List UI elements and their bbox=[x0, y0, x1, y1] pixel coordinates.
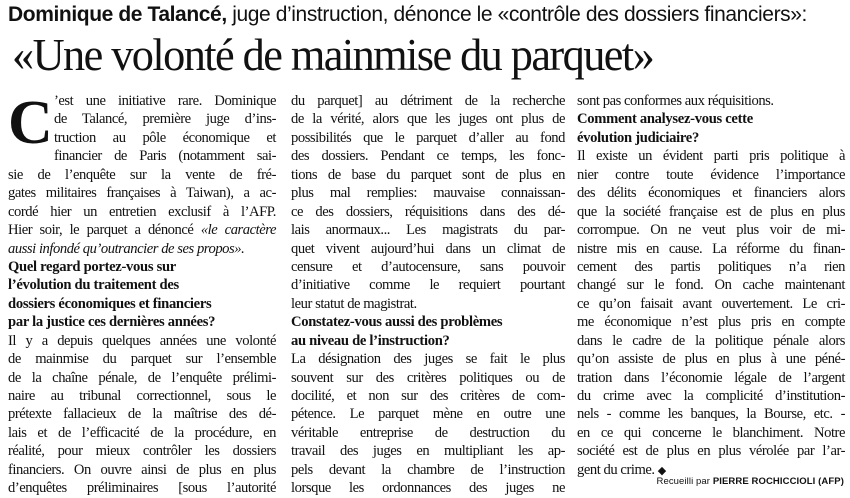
text-line bbox=[291, 203, 565, 221]
text-line bbox=[291, 166, 565, 184]
line-text: évolution judiciaire? bbox=[577, 129, 699, 146]
line-text: par la justice ces dernières années? bbox=[8, 314, 216, 331]
text-line bbox=[8, 387, 276, 405]
text-line bbox=[577, 258, 845, 276]
text-line bbox=[577, 184, 845, 202]
line-text: gates militaires françaises à Taiwan), a ac- bbox=[8, 185, 276, 202]
text-line bbox=[8, 405, 276, 423]
text-line bbox=[291, 387, 565, 405]
text-line bbox=[577, 405, 845, 423]
line-text: Quel regard portez-vous sur bbox=[8, 258, 176, 275]
line-text: leur statut de magistrat. bbox=[291, 295, 417, 312]
text-line bbox=[8, 184, 276, 202]
interview-question-line bbox=[577, 110, 845, 128]
line-text: du crime avec la complicité d’institution- bbox=[577, 388, 845, 404]
line-text: corrompue. On ne veut plus voir de mi- bbox=[577, 222, 845, 239]
interview-question-line bbox=[577, 129, 845, 147]
line-text: dossiers économiques et financiers bbox=[8, 295, 212, 312]
line-text: cement des partis politiques n’a rien bbox=[577, 258, 845, 275]
text-line bbox=[577, 276, 845, 294]
text-line bbox=[291, 92, 565, 110]
text-line bbox=[291, 424, 565, 442]
text-line bbox=[8, 479, 276, 497]
text-line bbox=[291, 442, 565, 460]
text-line bbox=[291, 221, 565, 239]
text-line bbox=[577, 147, 845, 165]
line-text: La désignation des juges se fait le plus bbox=[291, 351, 565, 368]
text-line bbox=[291, 258, 565, 276]
kicker-text: juge d’instruction, dénonce le «contrôle des dossiers financiers»: bbox=[226, 3, 807, 26]
line-text: sie de l’enquête sur la vente de fré- bbox=[8, 166, 276, 183]
line-text: l’évolution du traitement des bbox=[8, 277, 179, 294]
line-text: pétence. Le parquet mène en outre une bbox=[291, 406, 565, 423]
text-line bbox=[577, 92, 845, 110]
line-text: financier de Paris (notamment sai- bbox=[54, 148, 276, 165]
line-text: de la chaîne pénale, de l’enquête prélimi- bbox=[8, 369, 276, 386]
line-text: lorsque les ordonnances des juges ne bbox=[291, 480, 565, 497]
line-text: que la société française est de plus en plus bbox=[577, 203, 845, 220]
line-text: société est de plus en plus vérolée par l’ar- bbox=[577, 443, 845, 460]
line-text: lais et de l’efficacité de la procédure, en bbox=[8, 424, 276, 441]
text-line bbox=[577, 387, 845, 405]
line-text: changé sur le fond. On cache maintenant bbox=[577, 277, 845, 294]
line-text: gent du crime. bbox=[577, 461, 655, 478]
text-line bbox=[8, 461, 276, 479]
interview-question-line bbox=[291, 332, 565, 350]
text-line bbox=[577, 240, 845, 258]
line-text: cordé hier un entretien exclusif à l’AFP. bbox=[8, 203, 276, 220]
line-text: financiers. On ouvre ainsi de plus en plus bbox=[8, 461, 276, 478]
drop-cap: C bbox=[8, 89, 53, 157]
line-text: Il y a depuis quelques années une volonté bbox=[8, 332, 276, 349]
line-text: qu’on assiste de plus en plus à une péné- bbox=[577, 351, 845, 368]
line-italic-text: «le caractère bbox=[200, 222, 276, 239]
line-text: dans le cadre de la politique pénale alors bbox=[577, 332, 845, 349]
line-text: prétexte fallacieux de la maîtrise des dé- bbox=[8, 406, 276, 423]
text-line bbox=[577, 295, 845, 313]
text-line bbox=[577, 369, 845, 387]
text-line bbox=[291, 295, 565, 313]
text-line bbox=[8, 369, 276, 387]
text-line bbox=[291, 147, 565, 165]
line-text: des délits économiques et financiers alors bbox=[577, 185, 845, 202]
line-text: censure et d’autocensure, sans pouvoir bbox=[291, 258, 565, 275]
credit-author: PIERRE ROCHICCIOLI (AFP) bbox=[712, 476, 844, 487]
line-text: truction au pôle économique et bbox=[54, 129, 276, 146]
headline: «Une volonté de mainmise du parquet» bbox=[12, 30, 654, 80]
text-line bbox=[8, 332, 276, 350]
byline-credit bbox=[622, 475, 844, 489]
text-line bbox=[291, 405, 565, 423]
line-text: me économique n’est plus pris en compte bbox=[577, 314, 845, 331]
line-text: tration dans l’économie légale de l’argent bbox=[577, 369, 845, 386]
line-text: Constatez-vous aussi des problèmes bbox=[291, 314, 503, 331]
text-line bbox=[577, 332, 845, 350]
line-text: Hier soir, le parquet a dénoncé bbox=[8, 222, 194, 239]
line-text: quet vivent aujourd’hui dans un climat de bbox=[291, 240, 565, 257]
text-line bbox=[291, 276, 565, 294]
line-text: sont pas conformes aux réquisitions. bbox=[577, 93, 774, 109]
text-line bbox=[291, 461, 565, 479]
text-line bbox=[8, 240, 276, 258]
credit-label: Recueilli par bbox=[656, 476, 711, 487]
line-text: tions de base du parquet sont de plus en bbox=[291, 166, 565, 183]
line-text: pels devant la chambre de l’instruction bbox=[291, 461, 565, 478]
text-line bbox=[577, 350, 845, 368]
text-line bbox=[8, 221, 276, 239]
line-text: nistre mis en cause. La réforme du finan- bbox=[577, 240, 845, 257]
line-text: lais anormaux... Les magistrats du par- bbox=[291, 222, 565, 239]
line-text: naire au tribunal correctionnel, sous le bbox=[8, 388, 276, 404]
line-text: de mainmise du parquet sur l’ensemble bbox=[8, 351, 276, 368]
line-text: possibilités que le parquet d’aller au fond bbox=[291, 129, 565, 146]
text-line bbox=[577, 166, 845, 184]
line-text: ce des dossiers, réquisitions dans des dé- bbox=[291, 203, 565, 220]
line-text: ’est une initiative rare. Dominique bbox=[54, 93, 276, 109]
text-line bbox=[8, 442, 276, 460]
text-line bbox=[577, 442, 845, 460]
text-line bbox=[577, 221, 845, 239]
line-text: des dossiers. Pendant ce temps, les fonc- bbox=[291, 148, 565, 165]
interview-question-line bbox=[8, 313, 276, 331]
text-line bbox=[577, 203, 845, 221]
text-line bbox=[8, 203, 276, 221]
end-mark-icon: ◆ bbox=[657, 463, 666, 477]
column-2 bbox=[291, 92, 565, 498]
kicker-name: Dominique de Talancé, bbox=[8, 3, 227, 26]
line-text: nels - comme les banques, la Bourse, etc. - bbox=[577, 406, 845, 423]
line-text: véritable entreprise de destruction du bbox=[291, 424, 565, 441]
line-text: au niveau de l’instruction? bbox=[291, 332, 450, 349]
line-text: réalité, pour mieux contrôler les dossiers bbox=[8, 443, 276, 460]
text-line bbox=[8, 350, 276, 368]
text-line bbox=[291, 369, 565, 387]
column-3 bbox=[577, 92, 845, 479]
line-text: en ce qui concerne le blanchiment. Notre bbox=[577, 424, 845, 441]
line-text: travail des juges en multipliant les ap- bbox=[291, 443, 565, 460]
text-line bbox=[291, 129, 565, 147]
line-italic-text: aussi infondé qu’outrancier de ses propos». bbox=[8, 240, 245, 257]
text-line bbox=[291, 350, 565, 368]
column-1 bbox=[8, 89, 276, 498]
interview-question-line bbox=[8, 295, 276, 313]
line-text: d’enquêtes préliminaires [sous l’autorité bbox=[8, 480, 276, 497]
text-line bbox=[577, 313, 845, 331]
text-line bbox=[577, 424, 845, 442]
text-line bbox=[291, 479, 565, 497]
kicker bbox=[8, 2, 844, 28]
text-line bbox=[291, 240, 565, 258]
interview-question-line bbox=[8, 258, 276, 276]
line-text: Comment analysez-vous cette bbox=[577, 111, 753, 128]
text-line bbox=[8, 424, 276, 442]
line-text: de Talancé, première juge d’ins- bbox=[54, 111, 276, 128]
line-text: Il existe un évident parti pris politique à bbox=[577, 148, 845, 165]
line-text: de la vérité, alors que les juges ont plus de bbox=[291, 111, 565, 128]
text-line bbox=[291, 110, 565, 128]
interview-question-line bbox=[8, 276, 276, 294]
text-line bbox=[291, 184, 565, 202]
line-text: plus mal remplies: mauvaise connaissan- bbox=[291, 185, 565, 202]
line-text: ce qu’on faisait avant ouvertement. Le cri- bbox=[577, 295, 845, 312]
text-line bbox=[8, 166, 276, 184]
line-text: du parquet] au détriment de la recherche bbox=[291, 93, 565, 109]
line-text: souvent sur des critères politiques ou de bbox=[291, 369, 565, 386]
interview-question-line bbox=[291, 313, 565, 331]
line-text: nier contre toute évidence l’importance bbox=[577, 166, 845, 183]
line-text: d’initiative comme le requiert pourtant bbox=[291, 277, 565, 294]
line-text: docilité, et non sur des critères de com- bbox=[291, 388, 565, 404]
